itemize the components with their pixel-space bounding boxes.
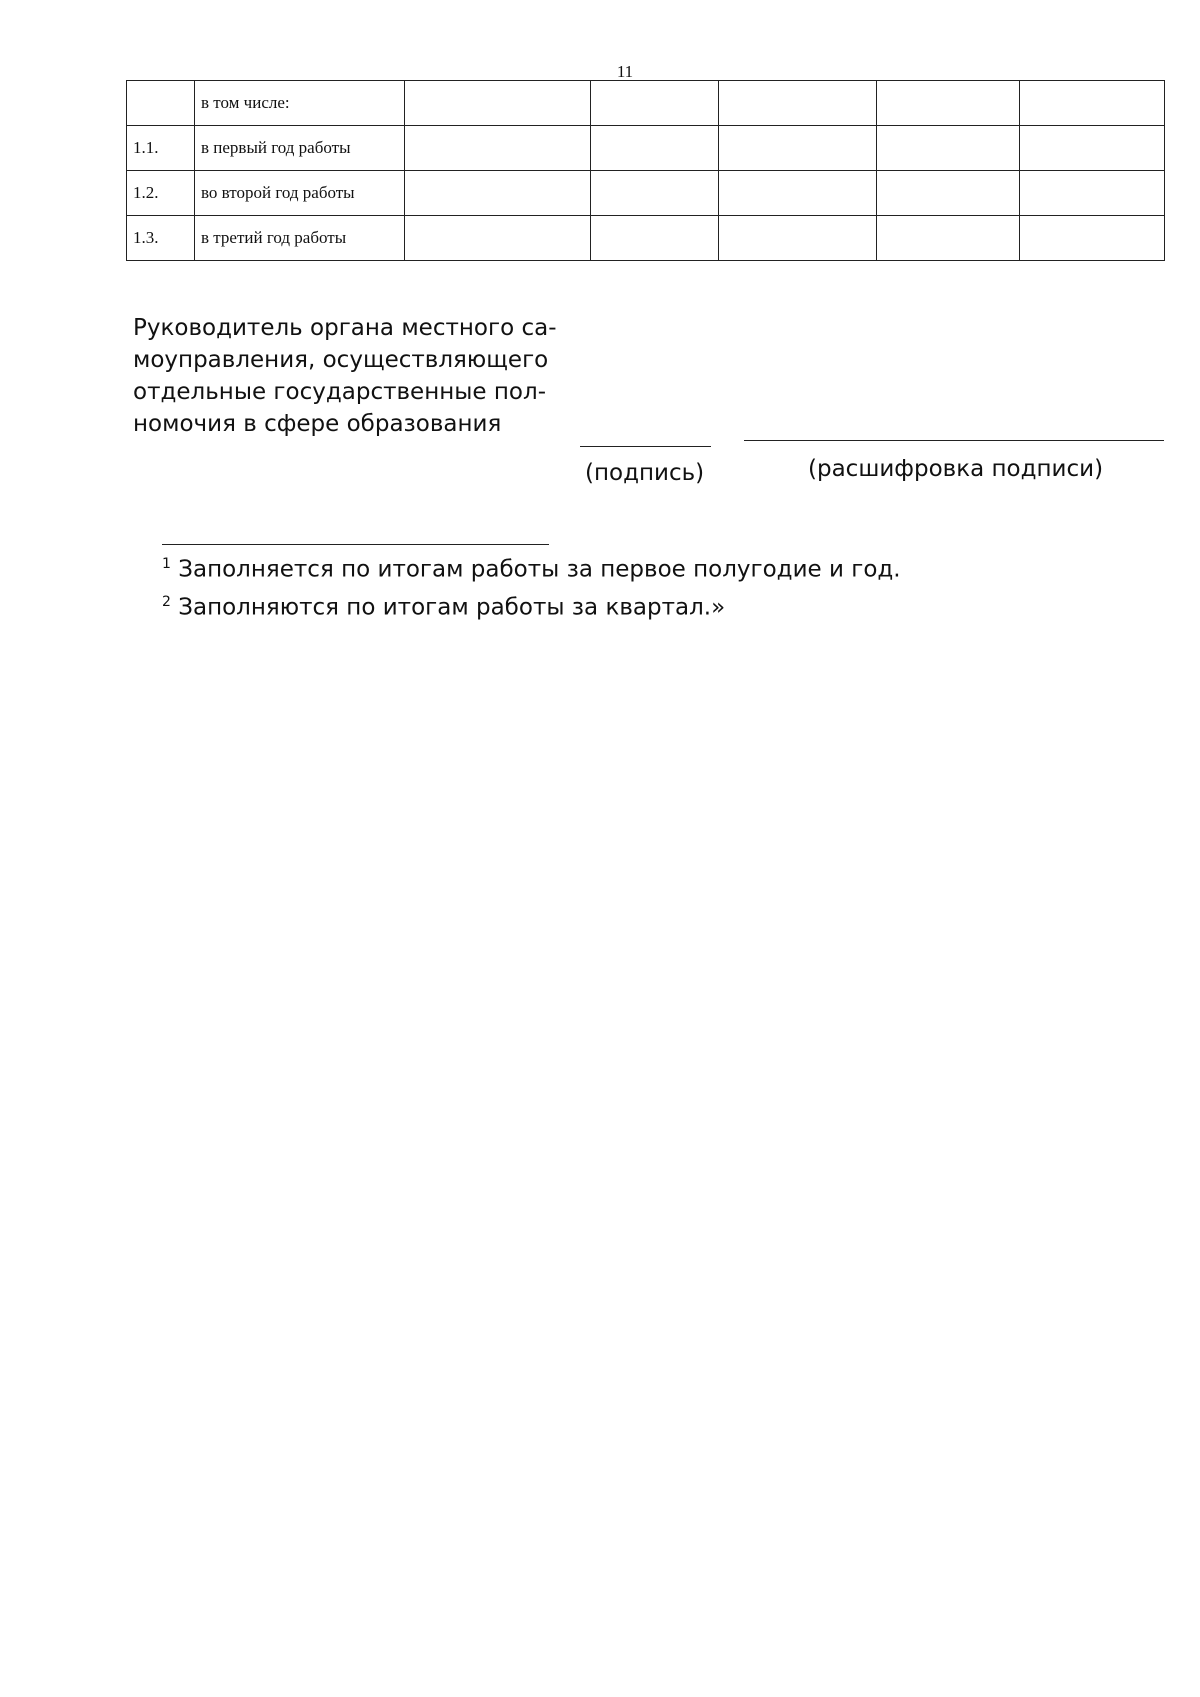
row-label-cell: в том числе: bbox=[195, 81, 405, 126]
value-cell bbox=[719, 126, 877, 171]
value-cell bbox=[719, 171, 877, 216]
value-cell bbox=[405, 171, 591, 216]
table-row bbox=[127, 81, 1165, 126]
value-cell bbox=[877, 216, 1020, 261]
value-cell bbox=[1020, 81, 1165, 126]
footnotes bbox=[162, 548, 901, 623]
signer-line: отдельные государственные пол- bbox=[133, 379, 547, 405]
value-cell bbox=[405, 216, 591, 261]
row-label-cell: во второй год работы bbox=[195, 171, 405, 216]
page-number: 11 bbox=[616, 62, 634, 81]
value-cell bbox=[877, 171, 1020, 216]
row-number-cell: 1.2. bbox=[127, 171, 195, 216]
value-cell bbox=[719, 81, 877, 126]
value-cell bbox=[591, 126, 719, 171]
footnote-text: Заполняется по итогам работы за первое полугодие и год. bbox=[178, 556, 901, 583]
footnote-mark: 1 bbox=[162, 556, 171, 572]
footnote bbox=[162, 548, 901, 586]
value-cell bbox=[1020, 126, 1165, 171]
footnote-text: Заполняются по итогам работы за квартал.» bbox=[178, 594, 726, 621]
value-cell bbox=[877, 126, 1020, 171]
row-label-cell: в первый год работы bbox=[195, 126, 405, 171]
value-cell bbox=[405, 126, 591, 171]
report-table bbox=[126, 80, 1165, 261]
value-cell bbox=[591, 216, 719, 261]
value-cell bbox=[719, 216, 877, 261]
row-number-cell: 1.3. bbox=[127, 216, 195, 261]
value-cell bbox=[1020, 216, 1165, 261]
signature-decode-caption: (расшифровка подписи) bbox=[808, 456, 1104, 482]
signer-line: Руководитель органа местного са- bbox=[133, 315, 557, 341]
signature-line bbox=[580, 446, 711, 447]
signer-line: моуправления, осуществляющего bbox=[133, 347, 549, 373]
value-cell bbox=[877, 81, 1020, 126]
footnote-mark: 2 bbox=[162, 593, 171, 610]
signer-line: номочия в сфере образования bbox=[133, 411, 502, 437]
value-cell bbox=[1020, 171, 1165, 216]
signer-position bbox=[133, 312, 603, 440]
table-row bbox=[127, 126, 1165, 171]
value-cell bbox=[591, 81, 719, 126]
row-label-cell: в третий год работы bbox=[195, 216, 405, 261]
table-row bbox=[127, 216, 1165, 261]
row-number-cell: 1.1. bbox=[127, 126, 195, 171]
value-cell bbox=[591, 171, 719, 216]
signature-caption: (подпись) bbox=[585, 460, 705, 486]
row-number-cell bbox=[127, 81, 195, 126]
table-row bbox=[127, 171, 1165, 216]
value-cell bbox=[405, 81, 591, 126]
signature-decode-line bbox=[744, 440, 1164, 441]
footnote bbox=[162, 586, 901, 624]
footnote-divider bbox=[162, 544, 549, 545]
